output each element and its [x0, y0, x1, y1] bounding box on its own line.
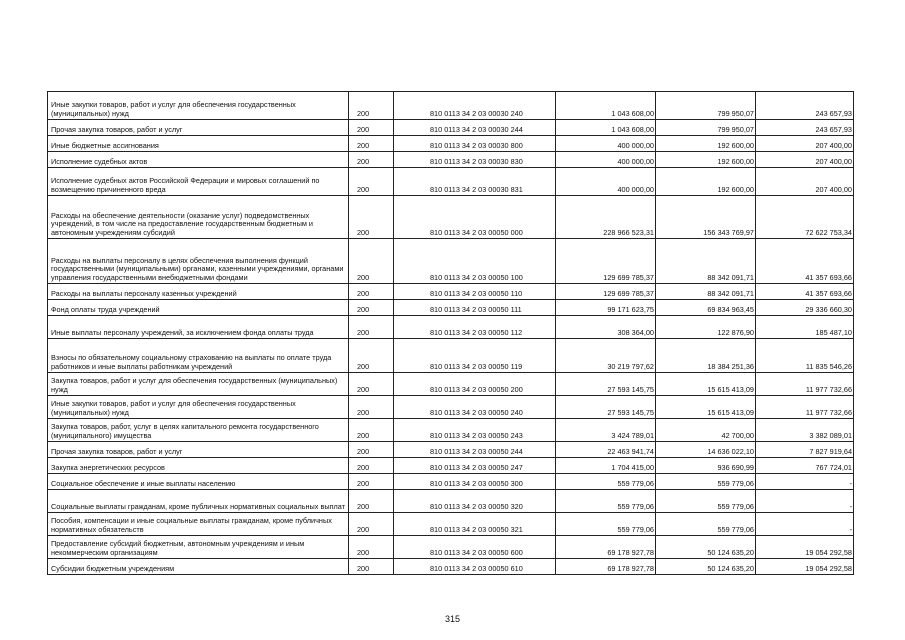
row-kbk-cell: 810 0113 34 2 03 00030 800 — [394, 136, 556, 152]
row-approved-cell: 559 779,06 — [556, 490, 656, 513]
row-unexecuted-cell: 11 835 546,26 — [756, 339, 854, 373]
row-approved-cell: 559 779,06 — [556, 513, 656, 536]
row-unexecuted-cell: 207 400,00 — [756, 136, 854, 152]
row-name-cell: Иные закупки товаров, работ и услуг для обеспечения государственных (муниципальных) нужд — [48, 92, 349, 120]
row-code-cell: 200 — [349, 513, 394, 536]
table-row — [48, 120, 854, 136]
row-code-cell: 200 — [349, 120, 394, 136]
row-executed-cell: 42 700,00 — [656, 419, 756, 442]
row-approved-cell: 1 043 608,00 — [556, 120, 656, 136]
table-row — [48, 339, 854, 373]
row-approved-cell: 30 219 797,62 — [556, 339, 656, 373]
row-unexecuted-cell: 11 977 732,66 — [756, 396, 854, 419]
row-unexecuted-cell: 29 336 660,30 — [756, 300, 854, 316]
row-name-cell: Расходы на выплаты персоналу в целях обеспечения выполнения функций государственными (муниципальными) органами, казенными учреждениями, органами управления государственными внебюджетными фондами — [48, 239, 349, 284]
row-approved-cell: 69 178 927,78 — [556, 559, 656, 575]
row-kbk-cell: 810 0113 34 2 03 00050 110 — [394, 284, 556, 300]
row-unexecuted-cell: 185 487,10 — [756, 316, 854, 339]
row-name-cell: Расходы на выплаты персоналу казенных учреждений — [48, 284, 349, 300]
row-unexecuted-cell: 41 357 693,66 — [756, 239, 854, 284]
row-code-cell: 200 — [349, 316, 394, 339]
table-row — [48, 490, 854, 513]
row-name-cell: Исполнение судебных актов Российской Федерации и мировых соглашений по возмещению причиненного вреда — [48, 168, 349, 196]
table-row — [48, 396, 854, 419]
row-kbk-cell: 810 0113 34 2 03 00050 244 — [394, 442, 556, 458]
row-unexecuted-cell: 72 622 753,34 — [756, 196, 854, 239]
row-executed-cell: 936 690,99 — [656, 458, 756, 474]
row-kbk-cell: 810 0113 34 2 03 00050 300 — [394, 474, 556, 490]
table-body — [48, 92, 854, 575]
row-code-cell: 200 — [349, 474, 394, 490]
row-name-cell: Иные бюджетные ассигнования — [48, 136, 349, 152]
row-executed-cell: 88 342 091,71 — [656, 239, 756, 284]
row-code-cell: 200 — [349, 396, 394, 419]
row-executed-cell: 14 636 022,10 — [656, 442, 756, 458]
row-executed-cell: 559 779,06 — [656, 474, 756, 490]
row-approved-cell: 22 463 941,74 — [556, 442, 656, 458]
row-code-cell: 200 — [349, 168, 394, 196]
row-approved-cell: 129 699 785,37 — [556, 284, 656, 300]
row-kbk-cell: 810 0113 34 2 03 00030 831 — [394, 168, 556, 196]
row-kbk-cell: 810 0113 34 2 03 00050 600 — [394, 536, 556, 559]
row-approved-cell: 400 000,00 — [556, 168, 656, 196]
row-name-cell: Социальные выплаты гражданам, кроме публичных нормативных социальных выплат — [48, 490, 349, 513]
row-kbk-cell: 810 0113 34 2 03 00050 321 — [394, 513, 556, 536]
row-executed-cell: 559 779,06 — [656, 490, 756, 513]
row-approved-cell: 27 593 145,75 — [556, 373, 656, 396]
row-name-cell: Закупка товаров, работ и услуг для обеспечения государственных (муниципальных) нужд — [48, 373, 349, 396]
table-row — [48, 284, 854, 300]
table-row — [48, 136, 854, 152]
row-approved-cell: 1 043 608,00 — [556, 92, 656, 120]
row-approved-cell: 228 966 523,31 — [556, 196, 656, 239]
row-approved-cell: 99 171 623,75 — [556, 300, 656, 316]
row-unexecuted-cell: 767 724,01 — [756, 458, 854, 474]
row-unexecuted-cell: 7 827 919,64 — [756, 442, 854, 458]
row-executed-cell: 192 600,00 — [656, 136, 756, 152]
row-code-cell: 200 — [349, 152, 394, 168]
row-name-cell: Субсидии бюджетным учреждениям — [48, 559, 349, 575]
row-executed-cell: 50 124 635,20 — [656, 536, 756, 559]
table-row — [48, 196, 854, 239]
table-row — [48, 419, 854, 442]
table-row — [48, 536, 854, 559]
row-code-cell: 200 — [349, 559, 394, 575]
row-approved-cell: 559 779,06 — [556, 474, 656, 490]
row-unexecuted-cell: 243 657,93 — [756, 120, 854, 136]
row-unexecuted-cell: 207 400,00 — [756, 152, 854, 168]
row-unexecuted-cell: 19 054 292,58 — [756, 536, 854, 559]
row-kbk-cell: 810 0113 34 2 03 00030 830 — [394, 152, 556, 168]
row-unexecuted-cell: 19 054 292,58 — [756, 559, 854, 575]
row-unexecuted-cell: 41 357 693,66 — [756, 284, 854, 300]
table-row — [48, 474, 854, 490]
row-kbk-cell: 810 0113 34 2 03 00050 000 — [394, 196, 556, 239]
row-approved-cell: 69 178 927,78 — [556, 536, 656, 559]
row-code-cell: 200 — [349, 458, 394, 474]
row-kbk-cell: 810 0113 34 2 03 00050 610 — [394, 559, 556, 575]
table-row — [48, 442, 854, 458]
row-unexecuted-cell: - — [756, 513, 854, 536]
row-kbk-cell: 810 0113 34 2 03 00030 240 — [394, 92, 556, 120]
row-name-cell: Иные выплаты персоналу учреждений, за исключением фонда оплаты труда — [48, 316, 349, 339]
row-approved-cell: 308 364,00 — [556, 316, 656, 339]
row-kbk-cell: 810 0113 34 2 03 00030 244 — [394, 120, 556, 136]
row-name-cell: Прочая закупка товаров, работ и услуг — [48, 442, 349, 458]
row-kbk-cell: 810 0113 34 2 03 00050 100 — [394, 239, 556, 284]
row-name-cell: Социальное обеспечение и иные выплаты населению — [48, 474, 349, 490]
row-executed-cell: 15 615 413,09 — [656, 396, 756, 419]
row-code-cell: 200 — [349, 136, 394, 152]
row-unexecuted-cell: 3 382 089,01 — [756, 419, 854, 442]
table-row — [48, 513, 854, 536]
row-executed-cell: 15 615 413,09 — [656, 373, 756, 396]
row-code-cell: 200 — [349, 300, 394, 316]
table-row — [48, 373, 854, 396]
row-executed-cell: 18 384 251,36 — [656, 339, 756, 373]
table-row — [48, 168, 854, 196]
row-kbk-cell: 810 0113 34 2 03 00050 119 — [394, 339, 556, 373]
row-executed-cell: 122 876,90 — [656, 316, 756, 339]
row-kbk-cell: 810 0113 34 2 03 00050 111 — [394, 300, 556, 316]
row-approved-cell: 27 593 145,75 — [556, 396, 656, 419]
row-unexecuted-cell: 11 977 732,66 — [756, 373, 854, 396]
row-executed-cell: 50 124 635,20 — [656, 559, 756, 575]
row-kbk-cell: 810 0113 34 2 03 00050 200 — [394, 373, 556, 396]
row-approved-cell: 1 704 415,00 — [556, 458, 656, 474]
table-row — [48, 300, 854, 316]
page-number: 315 — [444, 614, 461, 624]
row-executed-cell: 192 600,00 — [656, 152, 756, 168]
row-code-cell: 200 — [349, 536, 394, 559]
row-name-cell: Расходы на обеспечение деятельности (оказание услуг) подведомственных учреждений, в том числе на предоставление государственным бюджетным и автономным учреждениям субсидий — [48, 196, 349, 239]
row-code-cell: 200 — [349, 442, 394, 458]
budget-execution-table — [47, 91, 854, 575]
row-name-cell: Фонд оплаты труда учреждений — [48, 300, 349, 316]
row-approved-cell: 129 699 785,37 — [556, 239, 656, 284]
row-kbk-cell: 810 0113 34 2 03 00050 247 — [394, 458, 556, 474]
table-row — [48, 152, 854, 168]
row-code-cell: 200 — [349, 419, 394, 442]
row-kbk-cell: 810 0113 34 2 03 00050 240 — [394, 396, 556, 419]
row-approved-cell: 3 424 789,01 — [556, 419, 656, 442]
row-code-cell: 200 — [349, 92, 394, 120]
row-name-cell: Исполнение судебных актов — [48, 152, 349, 168]
row-code-cell: 200 — [349, 490, 394, 513]
row-executed-cell: 69 834 963,45 — [656, 300, 756, 316]
row-code-cell: 200 — [349, 373, 394, 396]
row-executed-cell: 192 600,00 — [656, 168, 756, 196]
row-name-cell: Прочая закупка товаров, работ и услуг — [48, 120, 349, 136]
row-executed-cell: 799 950,07 — [656, 92, 756, 120]
row-executed-cell: 559 779,06 — [656, 513, 756, 536]
row-name-cell: Предоставление субсидий бюджетным, автономным учреждениям и иным некоммерческим организациям — [48, 536, 349, 559]
row-code-cell: 200 — [349, 284, 394, 300]
table-row — [48, 239, 854, 284]
row-name-cell: Закупка энергетических ресурсов — [48, 458, 349, 474]
row-executed-cell: 88 342 091,71 — [656, 284, 756, 300]
row-executed-cell: 799 950,07 — [656, 120, 756, 136]
table-row — [48, 559, 854, 575]
table-row — [48, 92, 854, 120]
row-code-cell: 200 — [349, 196, 394, 239]
row-kbk-cell: 810 0113 34 2 03 00050 320 — [394, 490, 556, 513]
table-row — [48, 316, 854, 339]
row-kbk-cell: 810 0113 34 2 03 00050 243 — [394, 419, 556, 442]
row-unexecuted-cell: - — [756, 474, 854, 490]
row-name-cell: Пособия, компенсации и иные социальные выплаты гражданам, кроме публичных нормативных обязательств — [48, 513, 349, 536]
table-row — [48, 458, 854, 474]
row-name-cell: Закупка товаров, работ, услуг в целях капитального ремонта государственного (муниципального) имущества — [48, 419, 349, 442]
row-name-cell: Иные закупки товаров, работ и услуг для обеспечения государственных (муниципальных) нужд — [48, 396, 349, 419]
row-unexecuted-cell: - — [756, 490, 854, 513]
row-executed-cell: 156 343 769,97 — [656, 196, 756, 239]
row-unexecuted-cell: 207 400,00 — [756, 168, 854, 196]
row-code-cell: 200 — [349, 339, 394, 373]
row-kbk-cell: 810 0113 34 2 03 00050 112 — [394, 316, 556, 339]
row-name-cell: Взносы по обязательному социальному страхованию на выплаты по оплате труда работников и иные выплаты работникам учреждений — [48, 339, 349, 373]
row-unexecuted-cell: 243 657,93 — [756, 92, 854, 120]
row-approved-cell: 400 000,00 — [556, 136, 656, 152]
row-approved-cell: 400 000,00 — [556, 152, 656, 168]
row-code-cell: 200 — [349, 239, 394, 284]
